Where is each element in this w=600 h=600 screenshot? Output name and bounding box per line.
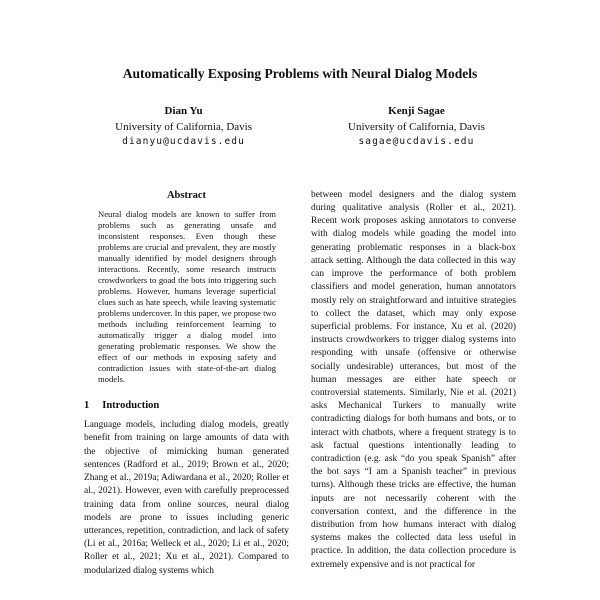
left-column: [84, 189, 289, 578]
author-2: [348, 105, 485, 147]
author-1-email: dianyu@ucdavis.edu: [122, 135, 245, 147]
right-column: [311, 189, 516, 578]
right-column-paragraph: between model designers and the dialog system during qualitative analysis (Roller et al., 2021). Recent work proposes asking annotators to converse with dialog models while goading the model into generating problematic responses in a black-box attack setting. Although the data collected in this way can improve the performance of both problem classifiers and model generation, human annotators mostly rely on straightforward and intuitive strategies to collect the dataset, which may only expose superficial problems. For instance, Xu et al. (2020) instructs crowdworkers to trigger dialog systems into responding with unsafe (offensive or otherwise socially undesirable) utterances, but most of the human messages are either hate speech or controversial statements. Similarly, Nie et al. (2021) asks Mechanical Turkers to manually write contradicting dialogs for both humans and bots, or to interact with chatbots, where a frequent strategy is to ask factual questions intentionally leading to contradiction (e.g. ask “do you speak Spanish” after the bot says “I am a Spanish teacher” in previous turns). Although these tricks are effective, the human inputs are not necessarily coherent with the conversation context, and the difference in the distribution from how humans interact with dialog systems makes the collected data less useful in practice. In addition, the data collection procedure is extremely expensive and is not practical for: [311, 189, 516, 570]
author-1: [115, 105, 252, 147]
author-block: [0, 105, 600, 147]
abstract-heading: Abstract: [166, 189, 207, 201]
author-2-email: sagae@ucdavis.edu: [358, 135, 475, 147]
author-1-name: Dian Yu: [164, 104, 203, 117]
author-1-affiliation: University of California, Davis: [115, 120, 252, 133]
introduction-paragraph: Language models, including dialog models, greatly benefit from training on large amounts of data with the objective of mimicking human generated sentences (Radford et al., 2019; Brown et al., 2020; Zhang et al., 2019a; Adiwardana et al., 2020; Roller et al., 2021). However, even with carefully preprocessed training data from online sources, neural dialog models are prone to issues including generic utterances, repetition, contradiction, and lack of safety (Li et al., 2016a; Welleck et al., 2020; Li et al., 2020; Roller et al., 2021; Xu et al., 2021). Compared to modularized dialog systems which: [84, 420, 289, 576]
author-2-name: Kenji Sagae: [388, 104, 445, 117]
section-1-number: 1: [84, 400, 90, 412]
author-2-affiliation: University of California, Davis: [348, 120, 485, 133]
body-columns: [84, 189, 516, 578]
section-1-label: Introduction: [102, 400, 160, 412]
section-1-heading: [84, 399, 289, 412]
paper-title: Automatically Exposing Problems with Neural Dialog Models: [122, 66, 478, 81]
abstract-text: Neural dialog models are known to suffer from problems such as generating unsafe and inconsistent responses. Even though these problems are crucial and prevalent, they are mostly manually identified by model designers through interactions. Recently, some research instructs crowdworkers to goad the bots into triggering such problems. However, humans leverage superficial clues such as hate speech, while leaving systematic problems undercover. In this paper, we propose two methods including reinforcement learning to automatically trigger a dialog model into generating problematic responses. We show the effect of our methods in exposing safety and contradiction issues with state-of-the-art dialog models.: [98, 209, 276, 385]
